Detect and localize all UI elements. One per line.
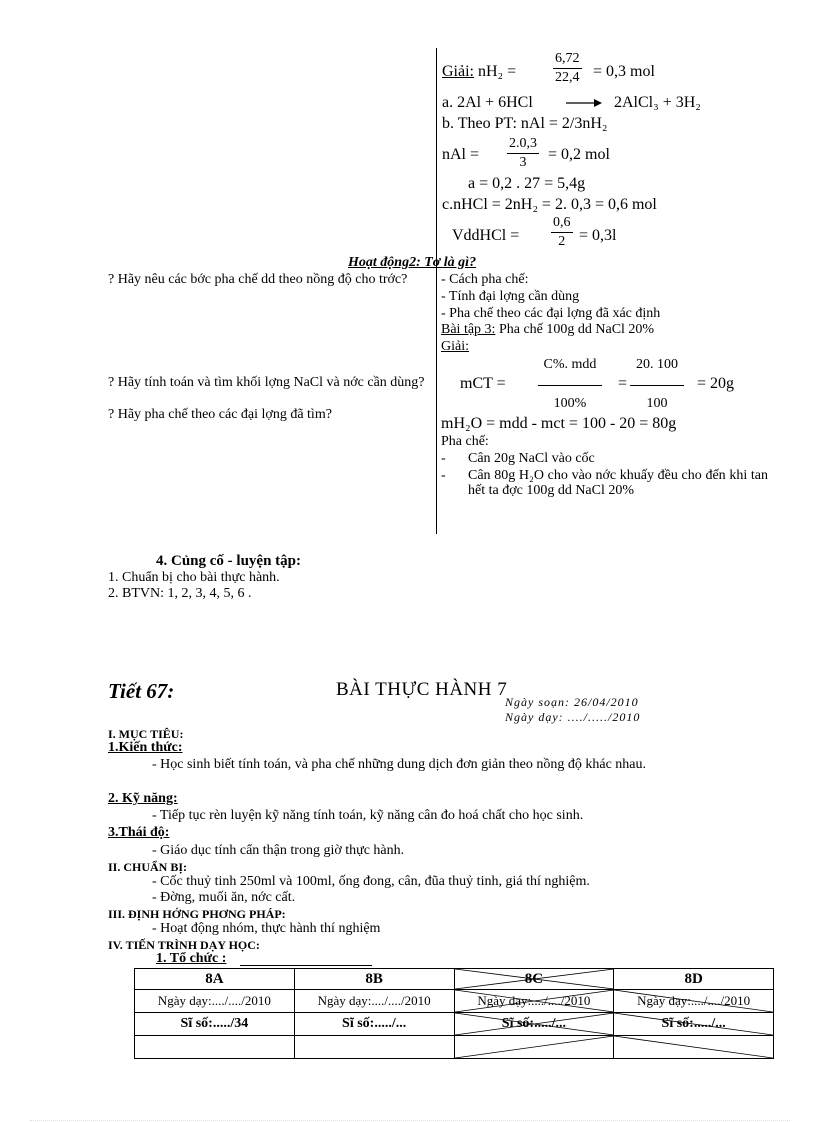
section-1b-text: - Tiếp tục rèn luyện kỹ năng tính toán, kỹ năng cân đo hoá chất cho học sinh. xyxy=(152,808,584,823)
fraction-2-den: 3 xyxy=(519,155,527,170)
step-1-bullet: - xyxy=(441,451,446,466)
empty-cell-8d xyxy=(614,1036,774,1059)
question-1: ? Hãy nêu các bớc pha chế dd theo nồng độ cho trớc? xyxy=(108,272,408,287)
n-al-label: nAl = xyxy=(442,146,480,163)
empty-cell-8b xyxy=(294,1036,454,1059)
fraction-2-result: = 0,2 mol xyxy=(548,146,610,163)
line-c: c.nHCl = 2nH₂ = 2. 0,3 = 0,6 mol xyxy=(442,196,657,213)
section-4-heading: IV. TIẾN TRÌNH DẠY HỌC: xyxy=(108,938,260,952)
fraction-3-num: 0,6 xyxy=(551,215,573,233)
section-3-text: - Hoạt động nhóm, thực hành thí nghiệm xyxy=(152,921,381,936)
section-1c-heading: 3.Thái độ: xyxy=(108,825,170,840)
mct-fraction-2-den: 100 xyxy=(646,396,668,411)
mct-equals: = xyxy=(618,375,628,392)
siso-8c-label: Sĩ số:...../... xyxy=(501,1016,566,1031)
date-8a: Ngày dạy:..../..../2010 xyxy=(135,990,295,1013)
heading-underline-extension xyxy=(240,965,372,966)
exercise-3-text: Pha chế 100g dd NaCl 20% xyxy=(498,322,655,337)
mh2o-line: mH₂O = mdd - mct = 100 - 20 = 80g xyxy=(441,415,677,432)
section-1c-text: - Giáo dục tính cẩn thận trong giờ thực hành. xyxy=(152,843,405,858)
n-h2-label: nH₂ = xyxy=(478,63,517,80)
answer-2: - Tính đại lợng cần dùng xyxy=(441,289,580,304)
step-2-bullet: - xyxy=(441,468,446,483)
mct-fraction-2-num: 20. 100 xyxy=(630,357,684,386)
fraction-3-result: = 0,3l xyxy=(579,227,617,244)
step-1: Cân 20g NaCl vào cốc xyxy=(468,451,595,466)
cross-out-mark xyxy=(455,1036,614,1058)
empty-cell-8a xyxy=(135,1036,295,1059)
class-8c-label: 8C xyxy=(524,970,544,987)
empty-cell-8c xyxy=(454,1036,614,1059)
vdd-label: VddHCl = xyxy=(452,227,520,244)
activity2-title: Hoạt động2: Tơ là gì? xyxy=(348,255,477,270)
siso-8a: Sĩ số:...../34 xyxy=(135,1013,295,1036)
fraction-2 xyxy=(507,136,539,171)
lesson-title: BÀI THỰC HÀNH 7 xyxy=(336,679,508,700)
step-2: Cân 80g H₂O cho vào nớc khuấy đều cho đến khi tan hết ta đợc 100g dd NaCl 20% xyxy=(468,468,768,498)
fraction-1-num: 6,72 xyxy=(553,51,582,69)
giai-label: Giải: xyxy=(442,63,474,80)
pha-che-label: Pha chế: xyxy=(441,434,489,449)
siso-row xyxy=(135,1013,774,1036)
section-1b-heading: 2. Kỹ năng: xyxy=(108,791,178,806)
lesson-number: Tiết 67: xyxy=(108,679,175,703)
exercise-3-label: Bài tập 3: xyxy=(441,322,496,337)
section-1-heading: I. MỤC TIÊU: xyxy=(108,727,184,741)
section-3-heading: III. ĐỊNH HỚNG PHƠNG PHÁP: xyxy=(108,907,286,921)
mct-fraction-1-den: 100% xyxy=(553,396,587,411)
equation-line-a-products: 2AlCl₃ + 3H₂ xyxy=(614,94,701,111)
question-3: ? Hãy pha chế theo các đại lợng đã tìm? xyxy=(108,407,332,422)
fraction-2-num: 2.0,3 xyxy=(507,136,539,154)
section-4a-heading: 1. Tổ chức : xyxy=(156,951,227,966)
question-2: ? Hãy tính toán và tìm khối lợng NaCl và nớc cần dùng? xyxy=(108,375,425,390)
date-taught: Ngày dạy: ..../...../2010 xyxy=(505,710,641,724)
fraction-3-den: 2 xyxy=(558,234,566,249)
solution-giai-line xyxy=(442,63,516,81)
date-row xyxy=(135,990,774,1013)
line-b: b. Theo PT: nAl = 2/3nH₂ xyxy=(442,115,608,132)
consolidation-title: 4. Củng cố - luyện tập: xyxy=(156,553,302,569)
mct-label: mCT = xyxy=(460,375,506,392)
mct-result: = 20g xyxy=(697,375,735,392)
page-bottom-rule xyxy=(30,1120,790,1121)
date-8d-label: Ngày dạy:..../..../2010 xyxy=(637,993,751,1008)
siso-8d-label: Sĩ số:...../... xyxy=(661,1016,726,1031)
giai-2-label: Giải: xyxy=(441,339,469,354)
date-8c xyxy=(454,990,614,1013)
date-8c-label: Ngày dạy:..../..../2010 xyxy=(477,993,591,1008)
arrow-right-icon xyxy=(566,97,602,109)
class-8c xyxy=(454,969,614,990)
date-prepared: Ngày soạn: 26/04/2010 xyxy=(505,695,639,709)
section-1a-heading: 1.Kiến thức: xyxy=(108,740,183,755)
fraction-1-result: = 0,3 mol xyxy=(593,63,655,80)
exercise-3-line xyxy=(441,322,654,337)
mass-line: a = 0,2 . 27 = 5,4g xyxy=(468,175,586,192)
class-8a: 8A xyxy=(135,969,295,990)
siso-8c xyxy=(454,1013,614,1036)
class-row xyxy=(135,969,774,990)
fraction-1 xyxy=(553,51,582,86)
section-2-text-1: - Cốc thuỷ tinh 250ml và 100ml, ống đong, cân, đũa thuỷ tinh, giá thí nghiệm. xyxy=(152,874,590,889)
mct-fraction-1 xyxy=(538,357,602,412)
answer-1: - Cách pha chế: xyxy=(441,272,529,287)
siso-8d xyxy=(614,1013,774,1036)
equation-line-a: a. 2Al + 6HCl xyxy=(442,94,533,111)
fraction-1-den: 22,4 xyxy=(555,70,580,85)
date-8d xyxy=(614,990,774,1013)
class-8b: 8B xyxy=(294,969,454,990)
empty-row xyxy=(135,1036,774,1059)
cross-out-mark xyxy=(614,1036,773,1058)
consolidation-item-1: 1. Chuẩn bị cho bài thực hành. xyxy=(108,570,280,585)
date-8b: Ngày dạy:..../..../2010 xyxy=(294,990,454,1013)
mct-fraction-1-num: C%. mdd xyxy=(538,357,602,386)
section-1a-text: - Học sinh biết tính toán, và pha chế những dung dịch đơn giản theo nồng độ khác nhau. xyxy=(152,757,646,772)
section-2-text-2: - Đờng, muối ăn, nớc cất. xyxy=(152,890,296,905)
class-8d: 8D xyxy=(614,969,774,990)
mct-fraction-2 xyxy=(630,357,684,412)
attendance-table xyxy=(134,968,774,1059)
column-divider xyxy=(436,48,437,534)
siso-8b: Sĩ số:...../... xyxy=(294,1013,454,1036)
answer-3: - Pha chế theo các đại lợng đã xác định xyxy=(441,306,661,321)
fraction-3 xyxy=(551,215,573,250)
consolidation-item-2: 2. BTVN: 1, 2, 3, 4, 5, 6 . xyxy=(108,586,252,601)
section-2-heading: II. CHUẨN BỊ: xyxy=(108,860,188,874)
